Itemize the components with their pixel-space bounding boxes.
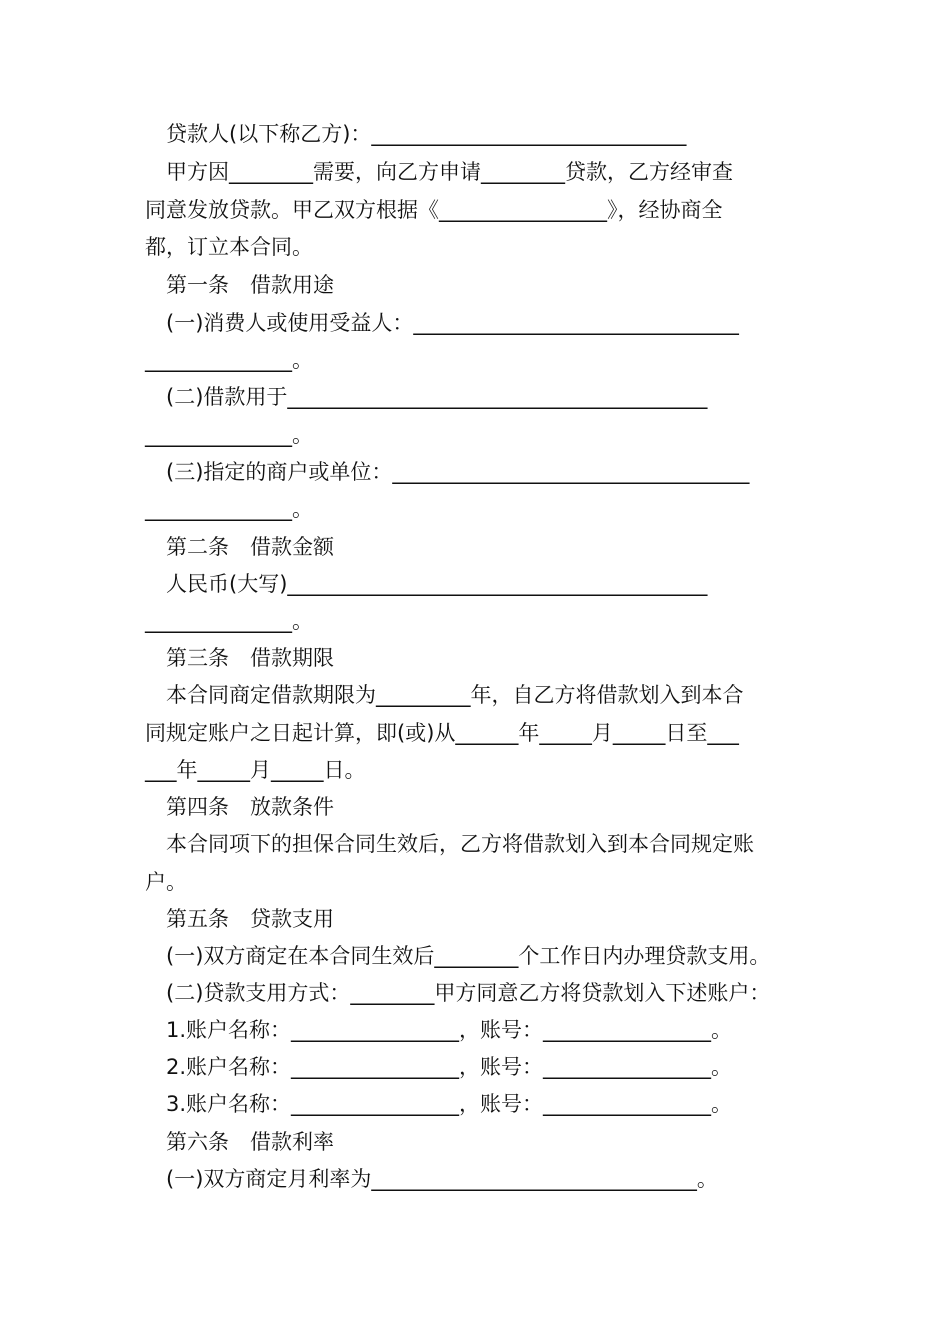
text-line: (一)双方商定月利率为_______________________________。 [145,1167,718,1191]
text-line: ______________。 [145,423,313,447]
text-line: (三)指定的商户或单位：__________________________________ [145,460,750,484]
text-line: ______________。 [145,497,313,521]
text-line: (二)贷款支用方式：________甲方同意乙方将贷款划入下述账户： [145,981,771,1005]
text-line: ______________。 [145,348,313,372]
text-line: (一)消费人或使用受益人：_______________________________ [145,311,739,335]
text-line: 本合同项下的担保合同生效后，乙方将借款划入到本合同规定账 [145,832,754,856]
text-line: ______________。 [145,609,313,633]
text-line: (一)双方商定在本合同生效后________个工作日内办理贷款支用。 [145,944,771,968]
section-heading: 第一条 借款用途 [145,273,334,297]
text-line: ___年_____月_____日。 [145,758,366,782]
text-line: 户。 [145,870,187,894]
text-line: 甲方因________需要，向乙方申请________贷款，乙方经审查 [145,160,733,184]
section-heading: 第五条 贷款支用 [145,907,334,931]
text-line: 同规定账户之日起计算，即(或)从______年_____月_____日至___ [145,721,739,745]
section-heading: 第六条 借款利率 [145,1130,334,1154]
section-heading: 第三条 借款期限 [145,646,334,670]
text-line: 人民币(大写)________________________________________ [145,572,708,596]
text-line: 同意发放贷款。甲乙双方根据《________________》，经协商全 [145,198,723,222]
section-heading: 第二条 借款金额 [145,535,334,559]
text-line: (二)借款用于________________________________________ [145,385,708,409]
text-line: 2.账户名称：________________，账号：________________。 [145,1055,733,1079]
text-line: 3.账户名称：________________，账号：________________。 [145,1092,733,1116]
section-heading: 第四条 放款条件 [145,795,334,819]
text-line: 1.账户名称：________________，账号：________________。 [145,1018,733,1042]
text-line: 都，订立本合同。 [145,235,313,259]
text-line: 本合同商定借款期限为_________年，自乙方将借款划入到本合 [145,683,744,707]
text-line: 贷款人(以下称乙方)：______________________________ [145,122,687,146]
